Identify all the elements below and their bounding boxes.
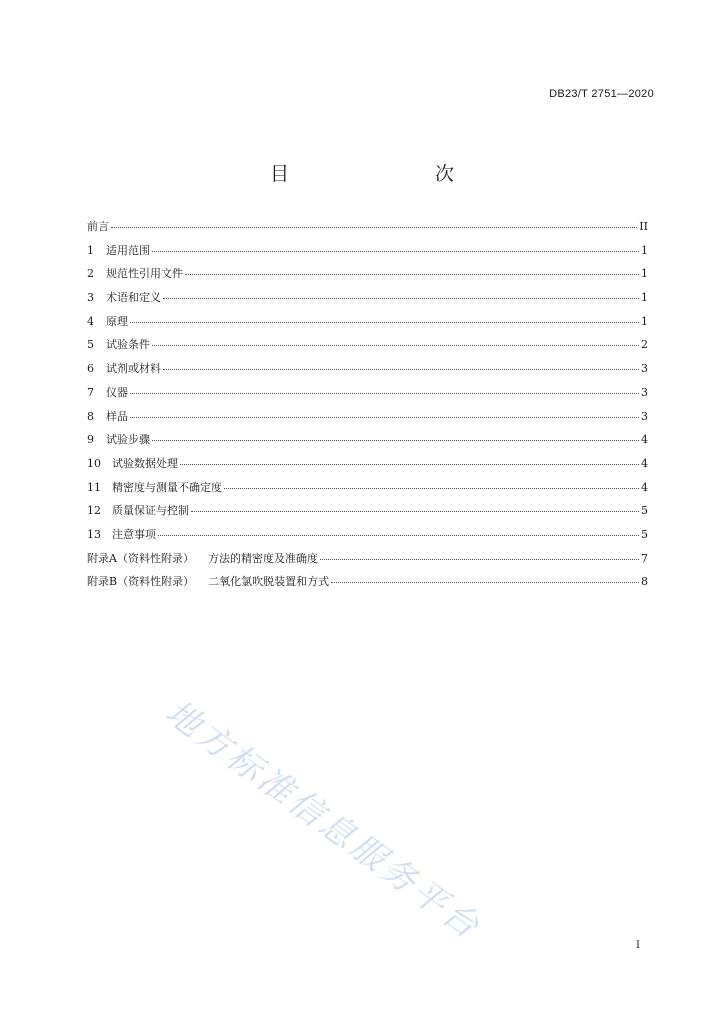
- toc-entry[interactable]: [87, 360, 648, 384]
- toc-entry-number: 4: [87, 314, 94, 328]
- toc-dot-leader: [163, 298, 639, 299]
- toc-entry[interactable]: [87, 384, 648, 408]
- toc-entry-page: 5: [641, 527, 648, 541]
- toc-entry-title: 规范性引用文件: [106, 267, 183, 281]
- toc-dot-leader: [152, 345, 639, 346]
- toc-entry-number: 12: [87, 504, 101, 518]
- toc-entry[interactable]: [87, 479, 648, 503]
- toc-entry-number: 2: [87, 267, 94, 281]
- toc-entry-label: [87, 384, 128, 400]
- toc-entry-title: 试验条件: [106, 338, 150, 352]
- toc-entry[interactable]: [87, 408, 648, 432]
- toc-dot-leader: [130, 417, 639, 418]
- toc-entry[interactable]: [87, 289, 648, 313]
- toc-entry-page: 1: [641, 243, 648, 257]
- toc-entry-number: 11: [87, 480, 101, 494]
- toc-entry[interactable]: [87, 336, 648, 360]
- document-code: DB23/T 2751—2020: [549, 88, 654, 100]
- toc-entry-number: 7: [87, 385, 94, 399]
- toc-entry-number: 8: [87, 409, 94, 423]
- toc-dot-leader: [180, 464, 639, 465]
- toc-entry-title: 二氧化氯吹脱装置和方式: [208, 575, 330, 589]
- toc-entry[interactable]: [87, 502, 648, 526]
- page-number: I: [636, 940, 640, 951]
- toc-entry-page: 5: [641, 504, 648, 518]
- toc-entry-title: 质量保证与控制: [112, 504, 189, 518]
- toc-entry-title: 注意事项: [112, 527, 156, 541]
- toc-entry-number: 附录A（资料性附录）: [87, 551, 194, 565]
- toc-entry-label: [87, 479, 222, 495]
- toc-entry[interactable]: [87, 573, 648, 597]
- toc-entry-number: 1: [87, 243, 94, 257]
- toc-entry-page: 1: [641, 291, 648, 305]
- toc-entry-label: [87, 526, 156, 542]
- toc-entry[interactable]: [87, 455, 648, 479]
- toc-entry-page: 1: [641, 267, 648, 281]
- toc-entry-title: 前言: [87, 220, 109, 233]
- toc-entry-label: [87, 573, 329, 589]
- toc-entry-label: [87, 218, 109, 234]
- toc-entry-page: 2: [641, 338, 648, 352]
- toc-entry-page: 3: [641, 362, 648, 376]
- toc-entry-title: 适用范围: [106, 243, 150, 257]
- toc-entry-title: 样品: [106, 409, 128, 423]
- toc-entry-title: 试验步骤: [106, 433, 150, 447]
- toc-dot-leader: [331, 582, 639, 583]
- toc-entry-label: [87, 360, 161, 376]
- toc-entry-title: 试验数据处理: [112, 456, 178, 470]
- toc-entry-label: [87, 336, 150, 352]
- toc-dot-leader: [152, 440, 639, 441]
- toc-dot-leader: [111, 227, 637, 228]
- toc-entry-number: 9: [87, 433, 94, 447]
- toc-entry-label: [87, 408, 128, 424]
- toc-entry-page: 3: [641, 385, 648, 399]
- toc-entry-number: 3: [87, 291, 94, 305]
- toc-entry-page: 8: [641, 575, 648, 589]
- toc-entry-page: 7: [641, 551, 648, 565]
- toc-entry-page: II: [639, 220, 648, 233]
- table-of-contents: [87, 218, 648, 597]
- toc-entry-label: [87, 289, 161, 305]
- toc-entry-label: [87, 550, 318, 566]
- toc-entry-title: 术语和定义: [106, 291, 161, 305]
- toc-entry-page: 3: [641, 409, 648, 423]
- toc-entry-label: [87, 313, 128, 329]
- toc-dot-leader: [185, 274, 639, 275]
- toc-entry-label: [87, 242, 150, 258]
- toc-entry[interactable]: [87, 431, 648, 455]
- toc-dot-leader: [224, 488, 639, 489]
- toc-entry-page: 4: [641, 456, 648, 470]
- toc-entry-title: 原理: [106, 314, 128, 328]
- toc-entry-label: [87, 502, 189, 518]
- toc-entry-number: 5: [87, 338, 94, 352]
- toc-entry[interactable]: [87, 313, 648, 337]
- toc-entry-number: 附录B（资料性附录）: [87, 575, 195, 589]
- toc-entry[interactable]: [87, 242, 648, 266]
- toc-entry-label: [87, 455, 178, 471]
- toc-dot-leader: [158, 535, 639, 536]
- toc-entry[interactable]: [87, 550, 648, 574]
- toc-entry-title: 方法的精密度及准确度: [207, 551, 318, 565]
- toc-entry-page: 4: [641, 480, 648, 494]
- toc-entry-title: 仪器: [106, 385, 128, 399]
- toc-dot-leader: [191, 511, 639, 512]
- toc-dot-leader: [163, 369, 639, 370]
- toc-entry-page: 1: [641, 314, 648, 328]
- toc-entry[interactable]: [87, 265, 648, 289]
- toc-entry-title: 试剂或材料: [106, 362, 161, 376]
- toc-entry-page: 4: [641, 433, 648, 447]
- toc-entry-number: 6: [87, 362, 94, 376]
- page-title: 目 次: [269, 163, 490, 185]
- toc-entry[interactable]: [87, 526, 648, 550]
- toc-entry-title: 精密度与测量不确定度: [112, 480, 222, 494]
- toc-entry-number: 10: [87, 456, 101, 470]
- toc-entry-label: [87, 431, 150, 447]
- toc-entry[interactable]: [87, 218, 648, 242]
- toc-dot-leader: [152, 251, 639, 252]
- toc-entry-label: [87, 265, 183, 281]
- toc-dot-leader: [130, 393, 639, 394]
- toc-entry-number: 13: [87, 527, 101, 541]
- watermark: 地方标准信息服务平台: [157, 692, 489, 949]
- toc-dot-leader: [320, 559, 639, 560]
- toc-dot-leader: [130, 322, 639, 323]
